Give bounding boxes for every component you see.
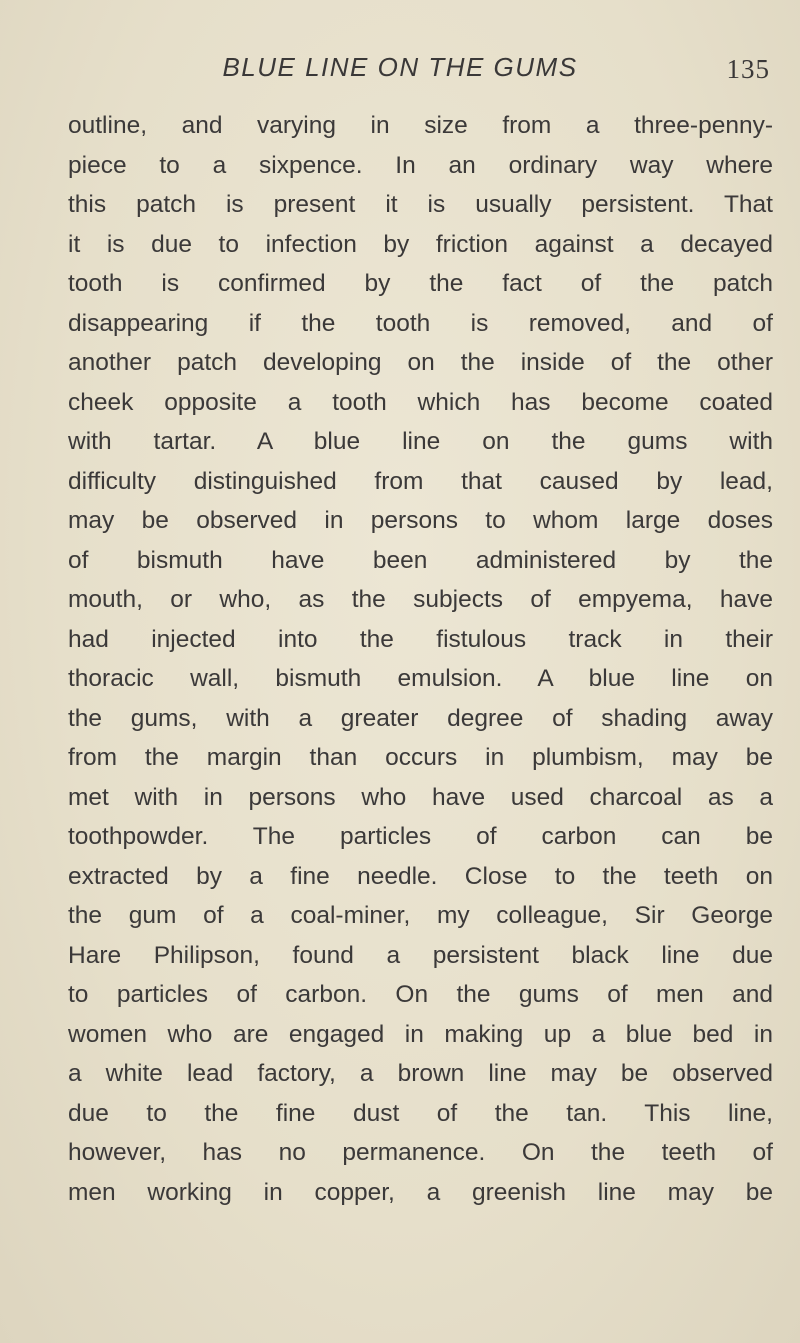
text-line: with tartar. A blue line on the gums with [68, 428, 773, 455]
text-line: toothpowder. The particles of carbon can be [68, 823, 773, 850]
text-line: the gums, with a greater degree of shading away [68, 704, 773, 732]
text-line: had injected into the fistulous track in their [68, 625, 773, 653]
running-title: BLUE LINE ON THE GUMS [222, 52, 578, 82]
text-line: tooth is confirmed by the fact of the patch [68, 270, 773, 297]
text-line: men working in copper, a greenish line may be [68, 1178, 773, 1206]
text-line: may be observed in persons to whom large doses [68, 507, 773, 534]
text-line: difficulty distinguished from that caused by lead, [68, 467, 773, 495]
page-number: 135 [726, 54, 770, 84]
text-line: piece to a sixpence. In an ordinary way where [68, 151, 773, 179]
text-line: from the margin than occurs in plumbism, may be [68, 744, 773, 771]
text-line: cheek opposite a tooth which has become coated [68, 388, 773, 416]
text-line: another patch developing on the inside of the other [68, 349, 773, 376]
body-text [68, 106, 773, 1212]
text-line: a white lead factory, a brown line may be observed [68, 1060, 773, 1087]
running-head [0, 52, 800, 96]
text-line: women who are engaged in making up a blue bed in [68, 1020, 773, 1048]
text-line: to particles of carbon. On the gums of men and [68, 981, 773, 1008]
text-line: Hare Philipson, found a persistent black line due [68, 941, 773, 969]
text-line: thoracic wall, bismuth emulsion. A blue line on [68, 665, 773, 692]
text-line: due to the fine dust of the tan. This line, [68, 1099, 773, 1127]
text-line: it is due to infection by friction against a decayed [68, 230, 773, 258]
text-line: this patch is present it is usually persistent. That [68, 191, 773, 218]
text-line: met with in persons who have used charcoal as a [68, 783, 773, 811]
text-line: the gum of a coal-miner, my colleague, Sir George [68, 902, 773, 929]
text-line: extracted by a fine needle. Close to the teeth on [68, 862, 773, 890]
text-line: of bismuth have been administered by the [68, 546, 773, 574]
text-line: however, has no permanence. On the teeth of [68, 1139, 773, 1166]
text-line: disappearing if the tooth is removed, and of [68, 309, 773, 337]
text-line: mouth, or who, as the subjects of empyema, have [68, 586, 773, 613]
text-line: outline, and varying in size from a three-penny- [68, 112, 773, 139]
